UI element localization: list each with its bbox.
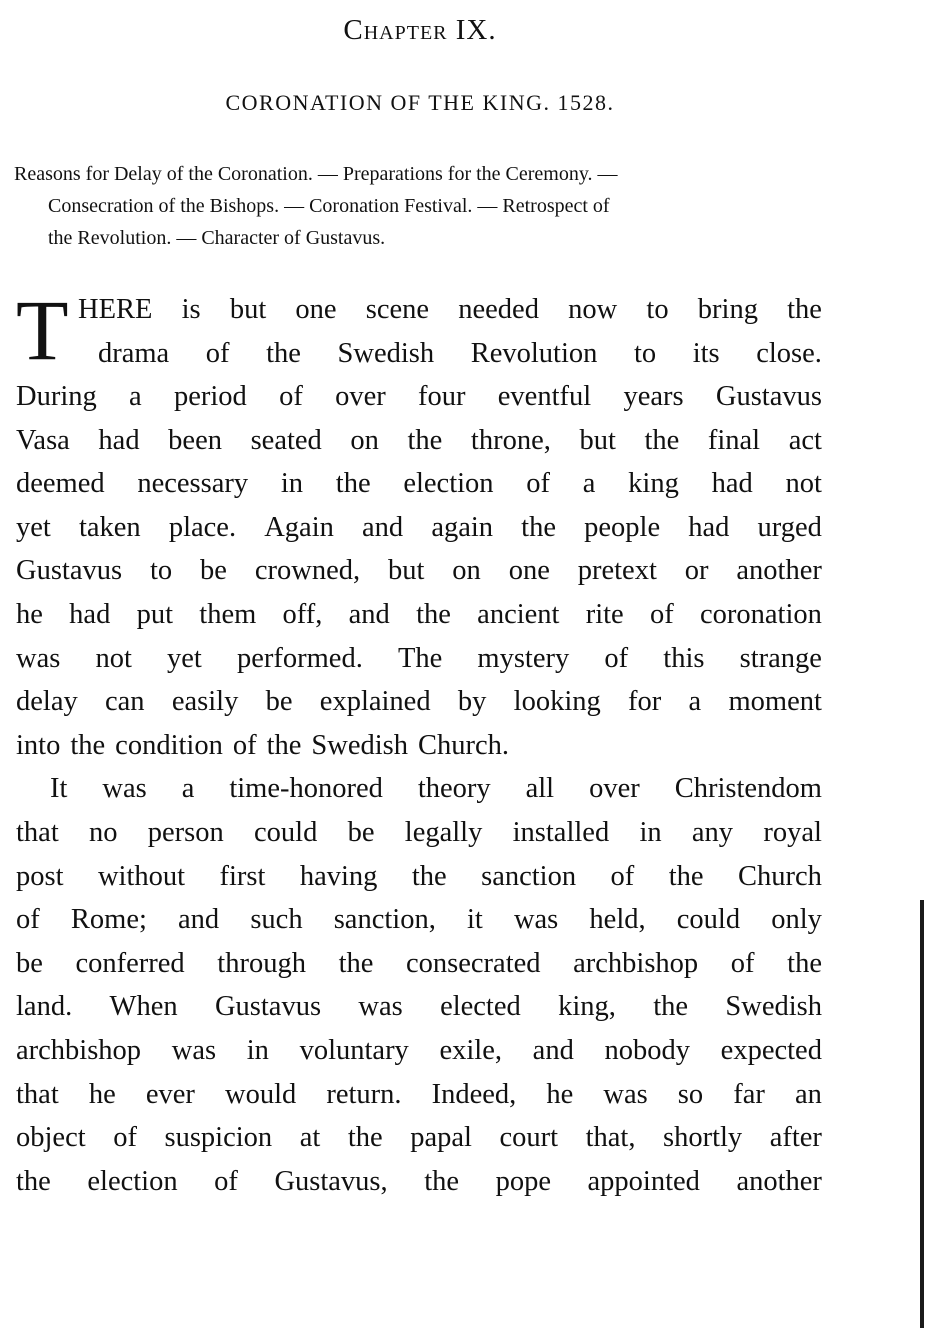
text-line: During a period of over four eventful years Gustavus xyxy=(16,381,822,412)
chapter-title: CORONATION OF THE KING. 1528. xyxy=(225,90,615,115)
body-text xyxy=(16,282,822,1203)
text-line: deemed necessary in the election of a king had not xyxy=(16,468,822,500)
text-line: land. When Gustavus was elected king, the Swedish xyxy=(16,991,822,1023)
text-line: drama of the Swedish Revolution to its close. xyxy=(98,337,822,369)
text-line: be conferred through the consecrated archbishop of the xyxy=(16,947,822,979)
text-line: Gustavus to be crowned, but on one pretext or another xyxy=(16,555,822,587)
text-line: of Rome; and such sanction, it was held, could only xyxy=(16,904,822,936)
text-line: was not yet performed. The mystery of this strange xyxy=(16,642,822,674)
drop-cap: T xyxy=(16,282,69,378)
text-line: Vasa had been seated on the throne, but the final act xyxy=(16,424,822,456)
text-line: archbishop was in voluntary exile, and nobody expected xyxy=(16,1034,822,1066)
paragraph-2 xyxy=(16,767,822,1203)
opening-block xyxy=(16,282,822,378)
text-line: that no person could be legally installed in any royal xyxy=(16,816,822,848)
page-edge-shadow xyxy=(920,900,924,1328)
synopsis-line: the Revolution. — Character of Gustavus. xyxy=(48,227,386,249)
text-line: HERE is but one scene needed now to bring the xyxy=(78,294,822,325)
text-line: delay can easily be explained by looking for a moment xyxy=(16,686,822,718)
text-line: into the condition of the Swedish Church. xyxy=(16,729,510,761)
synopsis-line: Reasons for Delay of the Coronation. — Preparations for the Ceremony. — xyxy=(14,163,618,185)
synopsis-line: Consecration of the Bishops. — Coronation Festival. — Retrospect of xyxy=(48,195,610,217)
text-line: It was a time-honored theory all over Christendom xyxy=(50,773,822,805)
text-line: post without first having the sanction of the Church xyxy=(16,860,822,892)
text-line: he had put them off, and the ancient rite of coronation xyxy=(16,598,822,630)
paragraph-1 xyxy=(16,375,822,767)
text-line: that he ever would return. Indeed, he was so far an xyxy=(16,1078,822,1110)
chapter-synopsis xyxy=(14,158,822,254)
chapter-heading: Chapter IX. xyxy=(343,14,497,46)
text-line: the election of Gustavus, the pope appointed another xyxy=(16,1165,822,1197)
text-line: yet taken place. Again and again the people had urged xyxy=(16,511,822,543)
text-line: object of suspicion at the papal court that, shortly after xyxy=(16,1122,822,1154)
